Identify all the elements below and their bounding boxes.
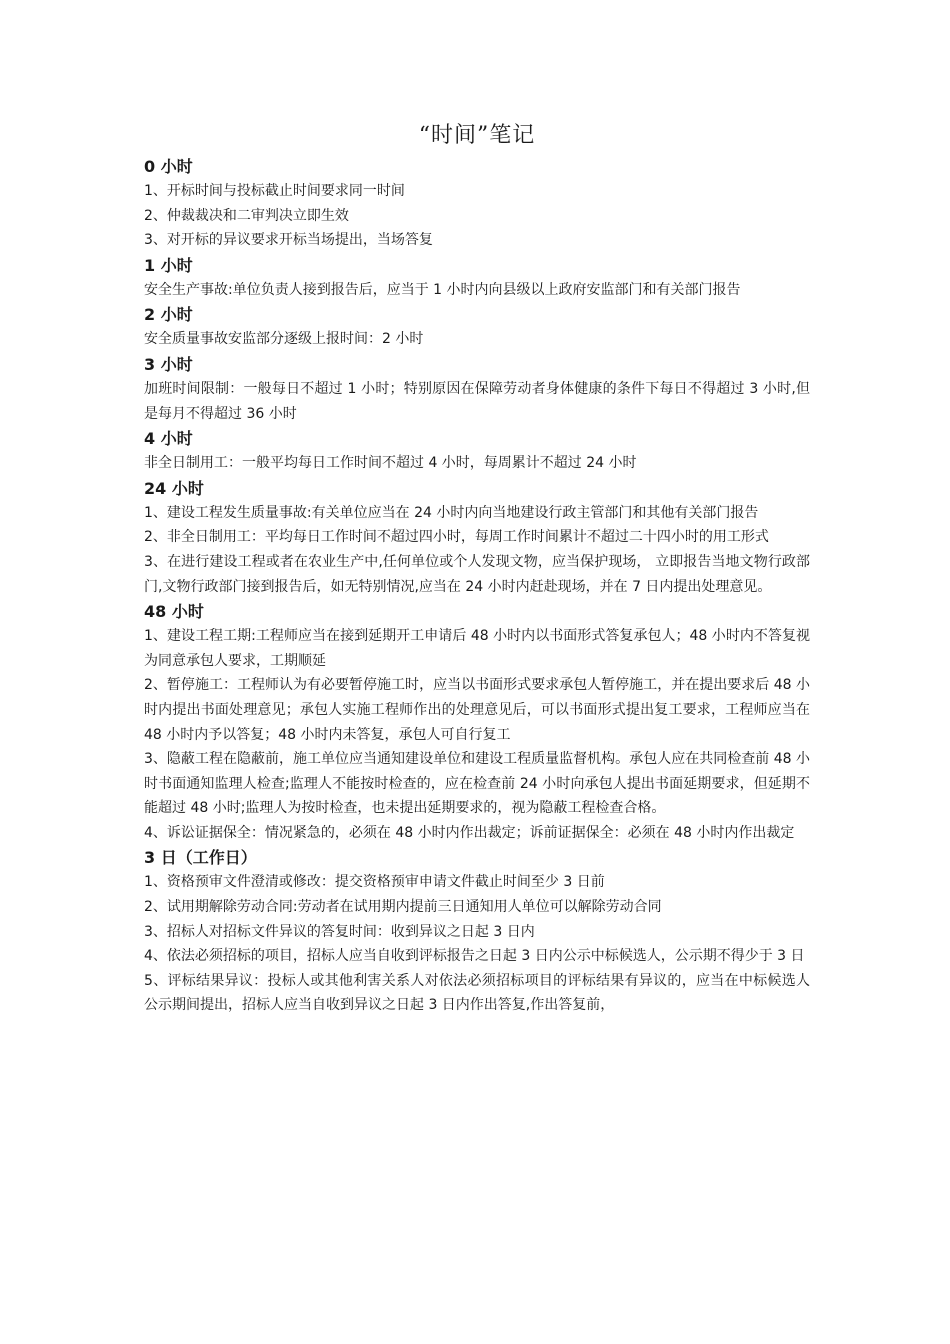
section-paragraph: 2、暂停施工：工程师认为有必要暂停施工时，应当以书面形式要求承包人暂停施工，并在提出要求后 48 小时内提出书面处理意见；承包人实施工程师作出的处理意见后，可以书面形式提出复工要求，工程师应当在 48 小时内予以答复；48 小时内未答复，承包人可自行复工: [144, 677, 810, 743]
section-paragraph: 3、隐蔽工程在隐蔽前，施工单位应当通知建设单位和建设工程质量监督机构。承包人应在共同检查前 48 小时书面通知监理人检查;监理人不能按时检查的，应在检查前 24 小时向承包人提出书面延期要求，但延期不能超过 48 小时;监理人为按时检查，也未提出延期要求的，视为隐蔽工程检查合格。: [144, 751, 810, 817]
section-paragraph: 4、诉讼证据保全：情况紧急的，必须在 48 小时内作出裁定；诉前证据保全：必须在 48 小时内作出裁定: [144, 824, 795, 841]
section-heading: 24 小时: [144, 478, 204, 498]
section-paragraph: 1、资格预审文件澄清或修改：提交资格预审申请文件截止时间至少 3 日前: [144, 874, 605, 891]
section-paragraph: 安全生产事故:单位负责人接到报告后，应当于 1 小时内向县级以上政府安监部门和有关部门报告: [144, 281, 741, 298]
section-paragraph: 1、建设工程工期:工程师应当在接到延期开工申请后 48 小时内以书面形式答复承包人；48 小时内不答复视为同意承包人要求，工期顺延: [144, 628, 810, 669]
section-paragraph: 安全质量事故安监部分逐级上报时间：2 小时: [144, 331, 424, 348]
section-paragraph: 3、对开标的异议要求开标当场提出，当场答复: [144, 232, 433, 249]
section-paragraph: 1、开标时间与投标截止时间要求同一时间: [144, 183, 405, 199]
section-heading: 3 日（工作日）: [144, 848, 257, 868]
section-heading: 1 小时: [144, 255, 193, 275]
section-paragraph: 非全日制用工：一般平均每日工作时间不超过 4 小时，每周累计不超过 24 小时: [144, 455, 637, 472]
document-page: [144, 118, 810, 1018]
section-paragraph: 5、评标结果异议：投标人或其他利害关系人对依法必须招标项目的评标结果有异议的，应当在中标候选人公示期间提出，招标人应当自收到异议之日起 3 日内作出答复,作出答复前，: [144, 972, 810, 1014]
section-paragraph: 2、试用期解除劳动合同:劳动者在试用期内提前三日通知用人单位可以解除劳动合同: [144, 899, 662, 916]
section-paragraph: 4、依法必须招标的项目，招标人应当自收到评标报告之日起 3 日内公示中标候选人，公示期不得少于 3 日: [144, 948, 805, 965]
section-heading: 3 小时: [144, 354, 193, 374]
section-paragraph: 3、招标人对招标文件异议的答复时间：收到异议之日起 3 日内: [144, 923, 535, 940]
section-paragraph: 加班时间限制：一般每日不超过 1 小时；特别原因在保障劳动者身体健康的条件下每日不得超过 3 小时,但是每月不得超过 36 小时: [144, 380, 810, 422]
section-paragraph: 2、仲裁裁决和二审判决立即生效: [144, 207, 349, 224]
section-heading: 48 小时: [144, 602, 204, 622]
section-paragraph: 2、非全日制用工：平均每日工作时间不超过四小时，每周工作时间累计不超过二十四小时的用工形式: [144, 529, 769, 546]
section-paragraph: 1、建设工程发生质量事故:有关单位应当在 24 小时内向当地建设行政主管部门和其他有关部门报告: [144, 504, 759, 521]
section-heading: 4 小时: [144, 429, 193, 449]
document-title: “时间”笔记: [418, 123, 536, 148]
section-heading: 0 小时: [144, 157, 193, 176]
document-body: [144, 154, 810, 1018]
section-heading: 2 小时: [144, 305, 193, 325]
section-paragraph: 3、在进行建设工程或者在农业生产中,任何单位或个人发现文物，应当保护现场， 立即报告当地文物行政部门,文物行政部门接到报告后，如无特别情况,应当在 24 小时内赶赴现场，并在 7 日内提出处理意见。: [144, 553, 810, 595]
